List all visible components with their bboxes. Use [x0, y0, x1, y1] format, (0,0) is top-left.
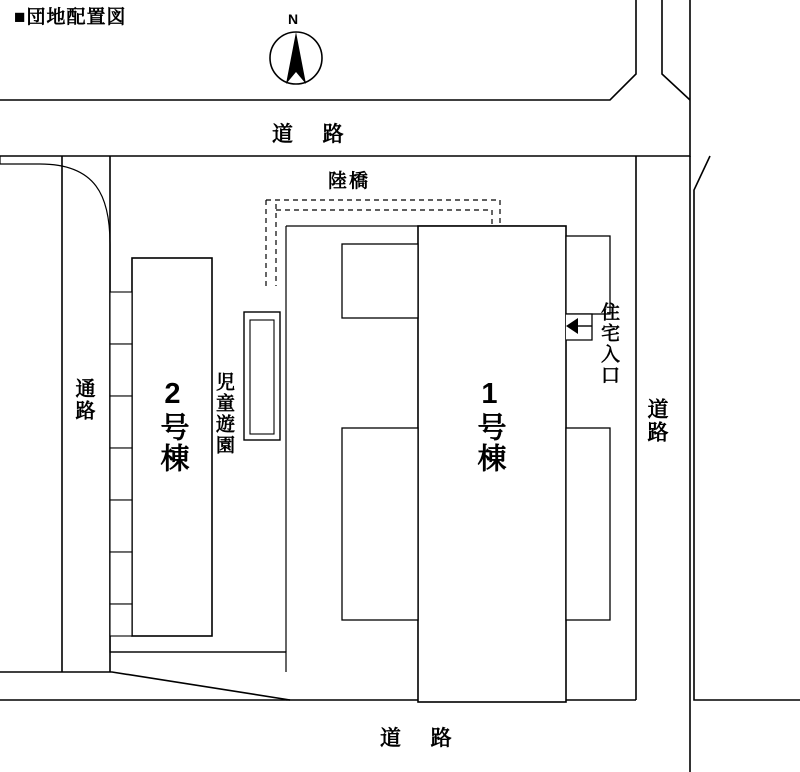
label-road-south: 道 路 [380, 727, 458, 750]
label-overpass: 陸橋 [328, 171, 371, 192]
compass-north-letter: N [288, 11, 299, 27]
label-building-2: 2号棟 [156, 378, 189, 474]
label-road-east: 道路 [645, 398, 669, 444]
label-road-north: 道 路 [272, 123, 350, 146]
label-building-1: 1号棟 [473, 378, 506, 474]
page-title: ■団地配置図 [14, 7, 127, 28]
label-playground: 児童遊園 [212, 372, 234, 456]
label-entrance: 住宅入口 [597, 302, 619, 386]
label-passage: 通路 [72, 378, 94, 422]
